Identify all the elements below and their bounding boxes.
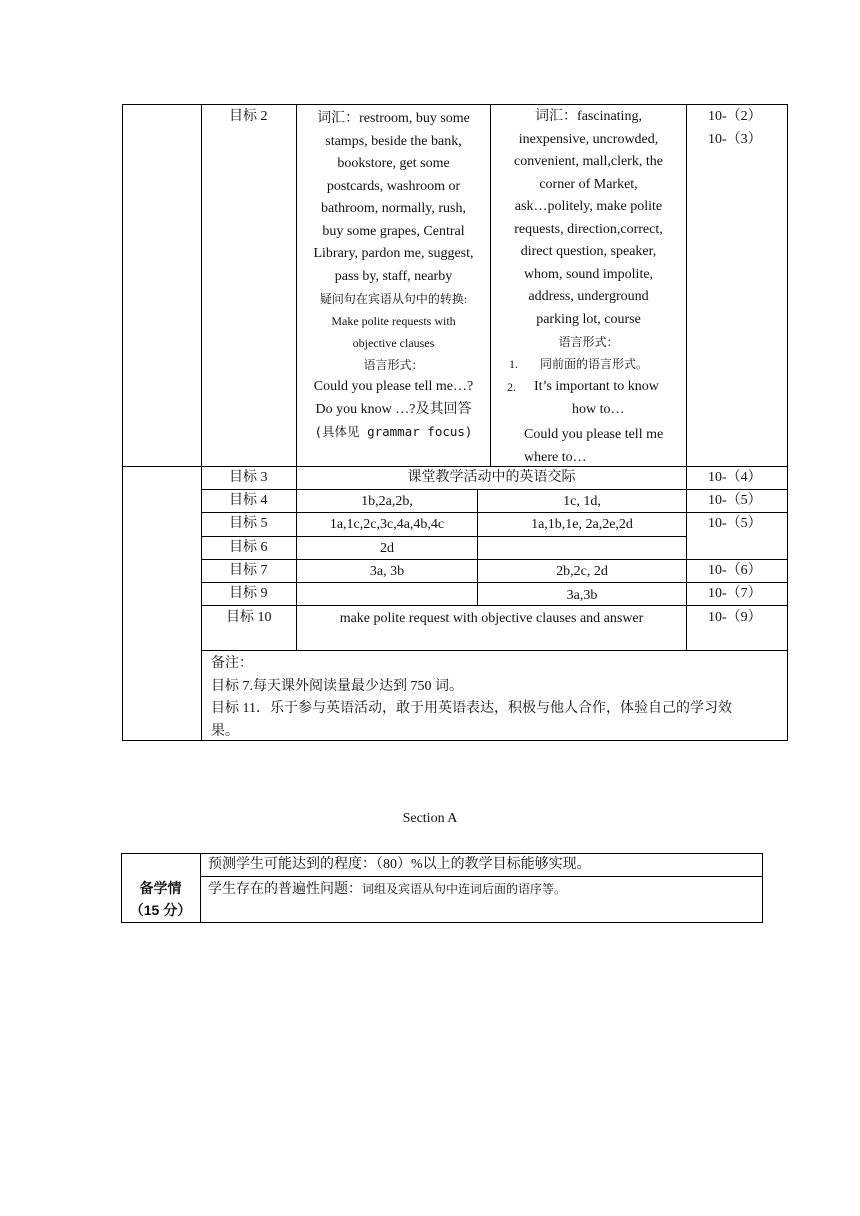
goal-5-b: 1a,1b,1e, 2a,2e,2d bbox=[531, 517, 633, 532]
table-border bbox=[122, 104, 123, 741]
prep-header bbox=[121, 877, 200, 921]
prep-header-score: （15 分） bbox=[129, 902, 192, 918]
form-line-1: Could you please tell me…? bbox=[313, 379, 474, 394]
goal-7-a: 3a, 3b bbox=[369, 564, 405, 579]
goal-10-content: make polite request with objective clauses and answer bbox=[339, 611, 644, 626]
vocab-line: ask…politely, make polite bbox=[514, 199, 663, 214]
goal-7-b: 2b,2c, 2d bbox=[556, 564, 608, 579]
vocab-line: 词汇：fascinating, bbox=[535, 109, 642, 124]
list-item-cont: how to… bbox=[572, 402, 625, 417]
list-number: 1. bbox=[509, 357, 518, 371]
vocab-line: pass by, staff, nearby bbox=[334, 268, 453, 284]
vocab-line: convenient, mall,clerk, the bbox=[514, 154, 663, 169]
vocab-line: inexpensive, uncrowded, bbox=[518, 131, 659, 147]
goal-3-content: 课堂教学活动中的英语交际 bbox=[407, 470, 576, 485]
goal-5-label: 目标 5 bbox=[229, 516, 268, 531]
conversion-en-2: objective clauses bbox=[352, 336, 435, 350]
prep-row-1: 预测学生可能达到的程度：（80）%以上的教学目标能够实现。 bbox=[208, 857, 591, 872]
goal-9-b: 3a,3b bbox=[566, 588, 598, 603]
goal-2-vocab-a bbox=[297, 108, 490, 444]
goal-9-label: 目标 9 bbox=[229, 586, 268, 601]
goal-10-ref: 10-（9） bbox=[708, 610, 762, 625]
vocab-line: bathroom, normally, rush, bbox=[321, 201, 466, 216]
vocab-line: requests, direction,correct, bbox=[514, 221, 663, 237]
vocab-line: parking lot, course bbox=[536, 311, 641, 327]
ref: 10-（3） bbox=[708, 131, 762, 147]
goal-9-ref: 10-（7） bbox=[708, 586, 762, 601]
goal-7-ref: 10-（6） bbox=[708, 563, 762, 578]
goal-6-a: 2d bbox=[380, 541, 394, 556]
goal-4-b: 1c, 1d, bbox=[563, 494, 601, 509]
table-border bbox=[201, 650, 788, 651]
goal-7-label: 目标 7 bbox=[229, 563, 268, 578]
goal-3-ref: 10-（4） bbox=[708, 470, 762, 485]
goal-3-label: 目标 3 bbox=[229, 470, 268, 485]
vocab-line: 词汇：restroom, buy some bbox=[317, 111, 470, 126]
ref: 10-（2） bbox=[708, 109, 762, 124]
vocab-line: postcards, washroom or bbox=[326, 178, 461, 194]
table-border bbox=[787, 104, 788, 741]
table-border bbox=[200, 853, 201, 923]
notes-line: 目标 11．乐于参与英语活动，敢于用英语表达，积极与他人合作，体验自己的学习效 bbox=[211, 701, 732, 716]
list-item: 同前面的语言形式。 bbox=[540, 357, 649, 371]
list-item: It’s important to know bbox=[534, 379, 659, 394]
vocab-line: address, underground bbox=[528, 289, 649, 304]
goal-4-label: 目标 4 bbox=[229, 493, 268, 508]
vocab-line: buy some grapes, Central bbox=[322, 223, 465, 239]
notes-title: 备注： bbox=[211, 656, 253, 671]
vocab-line: whom, sound impolite, bbox=[523, 266, 654, 282]
conversion-label: 疑问句在宾语从句中的转换: bbox=[319, 292, 468, 306]
table-border bbox=[122, 104, 788, 105]
conversion-en-1: Make polite requests with bbox=[331, 314, 456, 328]
notes bbox=[211, 653, 783, 743]
vocab-line: direct question, speaker, bbox=[520, 244, 657, 259]
section-heading: Section A bbox=[402, 811, 458, 826]
goal-4-ref: 10-（5） bbox=[708, 493, 762, 508]
goal-5-ref: 10-（5） bbox=[708, 516, 762, 531]
table-border bbox=[121, 922, 763, 923]
extra-line: Could you please tell me bbox=[524, 427, 664, 442]
goal-2-vocab-b bbox=[491, 106, 686, 353]
vocab-line: bookstore, get some bbox=[337, 156, 450, 171]
goal-4-a: 1b,2a,2b, bbox=[361, 494, 413, 509]
form-line-3: (具体见 grammar focus) bbox=[314, 424, 473, 439]
goal-2-label: 目标 2 bbox=[229, 109, 268, 124]
notes-line: 果。 bbox=[211, 723, 239, 739]
form-label: 语言形式： bbox=[558, 335, 619, 349]
prep-row-2 bbox=[208, 878, 566, 902]
goal-6-label: 目标 6 bbox=[229, 540, 268, 555]
table-border bbox=[762, 853, 763, 923]
extra-line: where to… bbox=[524, 450, 587, 465]
form-label: 语言形式： bbox=[363, 358, 424, 372]
form-line-2: Do you know …?及其回答 bbox=[315, 401, 472, 417]
list-number: 2. bbox=[507, 380, 516, 394]
goal-10-label: 目标 10 bbox=[226, 610, 272, 625]
vocab-line: stamps, beside the bank, bbox=[325, 133, 462, 149]
goal-5-a: 1a,1c,2c,3c,4a,4b,4c bbox=[329, 517, 445, 532]
vocab-line: corner of Market, bbox=[539, 176, 638, 192]
goal-2-refs bbox=[687, 106, 787, 151]
prep-row-2-label: 学生存在的普遍性问题： bbox=[208, 882, 362, 897]
table-border bbox=[201, 104, 202, 741]
notes-line: 目标 7.每天课外阅读量最少达到 750 词。 bbox=[211, 678, 463, 694]
prep-header-title: 备学情 bbox=[139, 880, 182, 896]
prep-row-2-text: 词组及宾语从句中连词后面的语序等。 bbox=[362, 882, 567, 896]
vocab-line: Library, pardon me, suggest, bbox=[313, 246, 474, 261]
